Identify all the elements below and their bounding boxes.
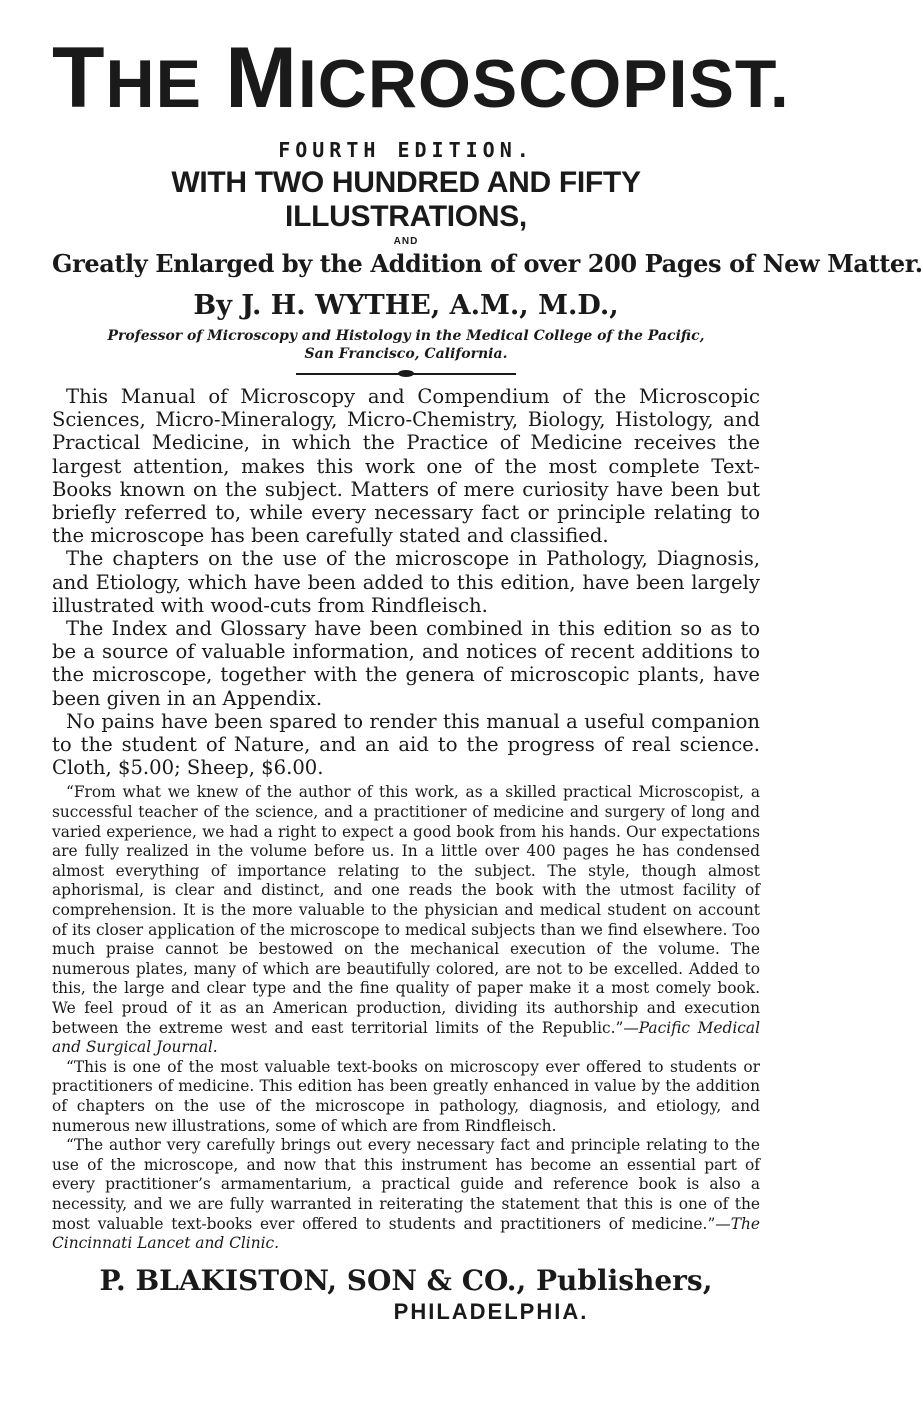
edition-line: FOURTH EDITION. (278, 138, 534, 162)
publisher-name: P. BLAKISTON, SON & CO., Publishers, (99, 1263, 713, 1297)
professor-line-2: San Francisco, California. (304, 346, 508, 362)
book-title: THE MICROSCOPIST. (52, 30, 790, 126)
description-paragraph: The chapters on the use of the microscope in Pathology, Diagnosis, and Etiology, which have been added to this edition, have been largely illustrated with wood-cuts from Rindfleisch. (52, 547, 760, 617)
description-paragraph: This Manual of Microscopy and Compendium of the Microscopic Sciences, Micro-Mineralogy, Micro-Chemistry, Biology, Histology, and Practical Medicine, in which the Practice of Medicine receives the largest attention, makes this work one of the most complete Text-Books known on the subject. Matters of mere curiosity have been but briefly referred to, while every necessary fact or principle relating to the microscope has been carefully stated and classified. (52, 385, 760, 548)
enlarged-line: Greatly Enlarged by the Addition of over 200 Pages of New Matter. (52, 249, 923, 278)
review-source: Pacific Medical and Surgical Journal. (52, 1018, 760, 1057)
author-line: By J. H. WYTHE, A.M., M.D., (193, 290, 619, 321)
description-paragraph: No pains have been spared to render this manual a useful companion to the student of Nature, and an aid to the progress of real science. Cloth, $5.00; Sheep, $6.00. (52, 709, 760, 780)
professor-line-1: Professor of Microscopy and Histology in the Medical College of the Pacific, (107, 328, 705, 344)
divider-ornament (398, 370, 414, 377)
press-reviews (52, 783, 760, 1253)
review-text: “The author very carefully brings out every necessary fact and principle relating to the use of the microscope, and now that this instrument has become an essential part of every practitioner’s armamentarium, a practical guide and reference book is also a necessity, and we are fully warranted in reiterating the statement that this is one of the most valuable text-books ever offered to students and practitioners of medicine.”— (52, 1136, 760, 1233)
review-paragraph (52, 1058, 760, 1136)
ornamental-divider (296, 369, 516, 379)
review-paragraph (52, 783, 760, 1057)
review-text: “From what we knew of the author of this work, as a skilled practical Microscopist, a successful teacher of the science, and a practitioner of medicine and surgery of long and varied experience, we had a right to expect a good book from his hands. Our expectations are fully realized in the volume before us. In a little over 400 pages he has condensed almost everything of importance relating to the subject. The style, though almost aphorismal, is clear and distinct, and one reads the book with the utmost facility of comprehension. It is the more valuable to the physician and medical student on account of its closer application of the microscope to medical subjects than we find elsewhere. Too much praise cannot be bestowed on the mechanical execution of the volume. The numerous plates, many of which are beautifully colored, are not to be excelled. Added to this, the large and clear type and the fine quality of paper make it a most comely book. We feel proud of it as an American production, dividing its authorship and execution between the extreme west and east territorial limits of the Republic.”— (52, 783, 760, 1037)
and-line: AND (393, 236, 419, 247)
publisher-city: PHILADELPHIA. (393, 1298, 589, 1324)
description-paragraph: The Index and Glossary have been combined in this edition so as to be a source of valuable information, and notices of recent additions to the microscope, together with the genera of microscopic plants, have been given in an Appendix. (52, 617, 760, 710)
professor-credentials (52, 327, 760, 363)
illustrations-line: WITH TWO HUNDRED AND FIFTY ILLUSTRATIONS, (171, 166, 641, 233)
review-text: “This is one of the most valuable text-books on microscopy ever offered to students or practitioners of medicine. This edition has been greatly enhanced in value by the addition of chapters on the use of the microscope in pathology, diagnosis, and etiology, and numerous new illustrations, some of which are from Rindfleisch. (52, 1057, 760, 1135)
review-paragraph (52, 1136, 760, 1254)
book-description (52, 385, 760, 779)
review-source: The Cincinnati Lancet and Clinic. (52, 1214, 760, 1253)
